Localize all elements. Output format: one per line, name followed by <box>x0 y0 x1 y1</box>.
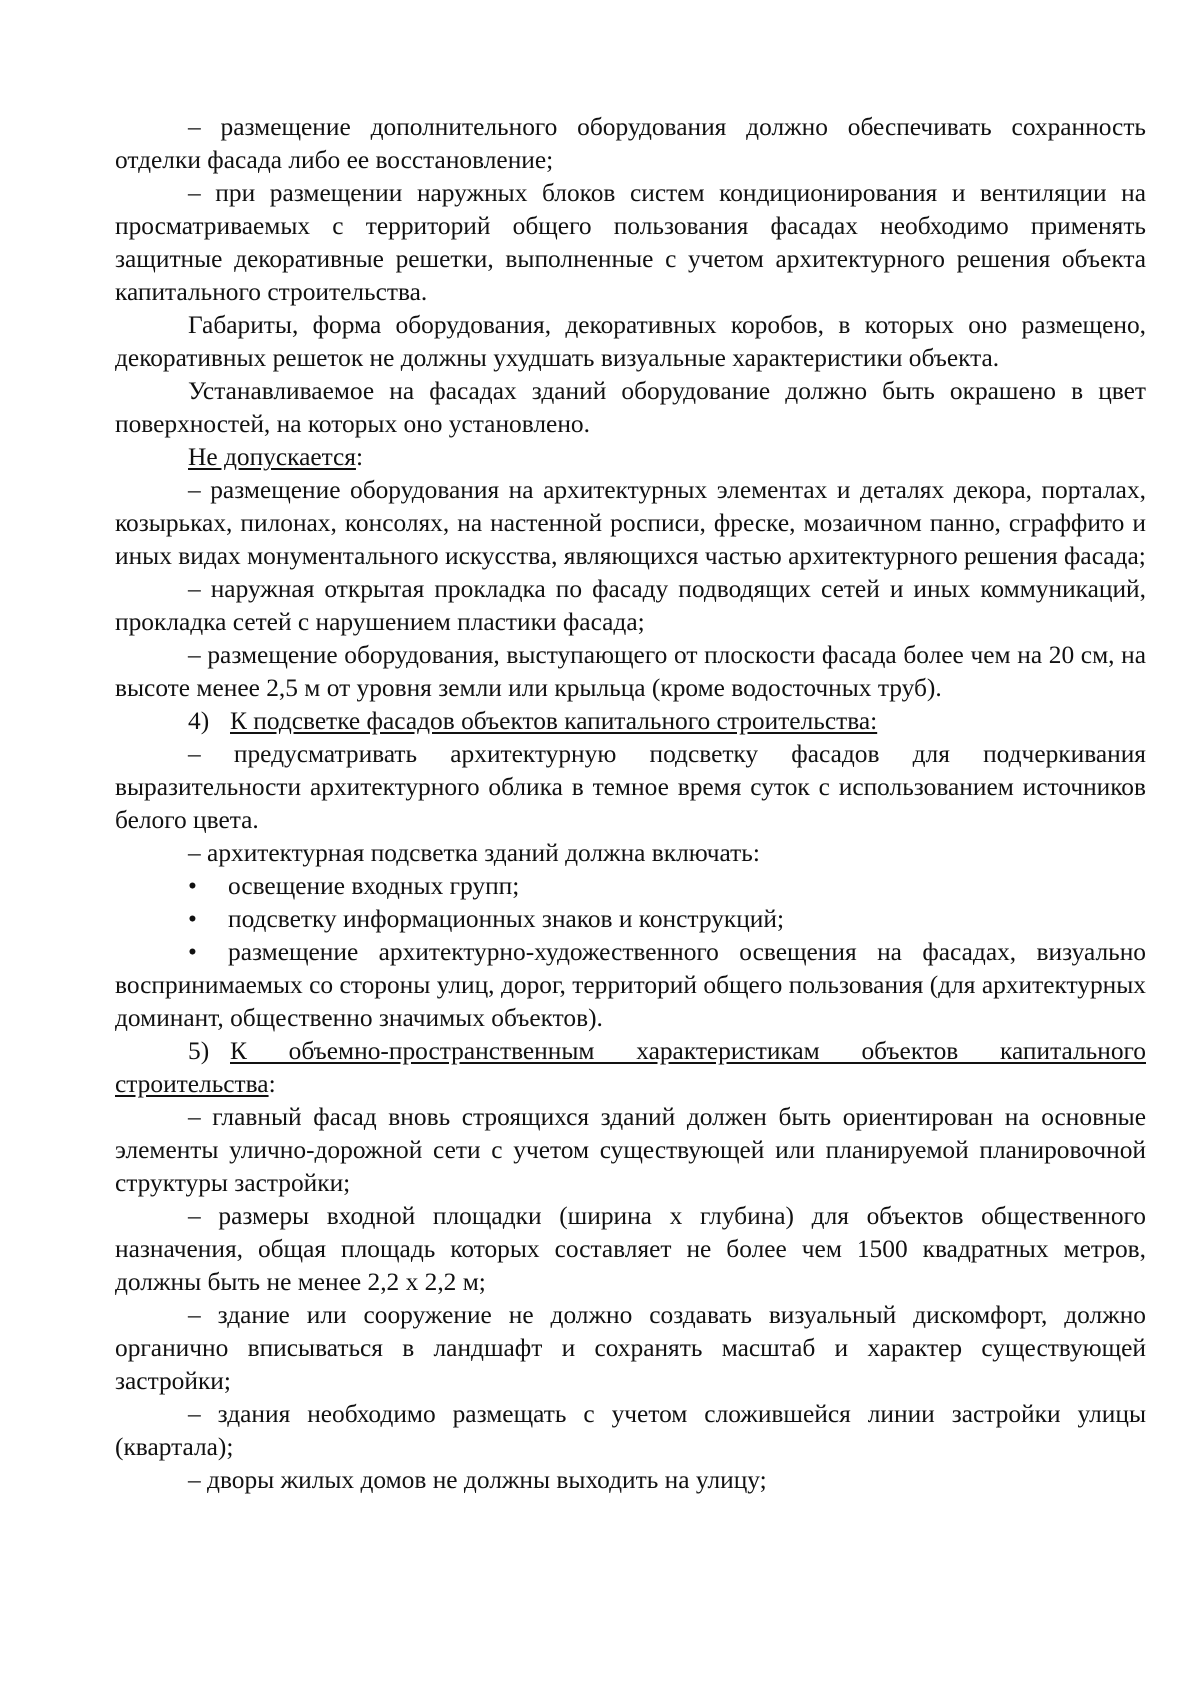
paragraph-ventilation-blocks <box>115 177 1146 309</box>
bullet-icon: • <box>188 872 197 900</box>
section-colon: : <box>268 1070 276 1098</box>
bullet-item <box>115 870 1146 903</box>
paragraph-text: – размещение оборудования на архитектурных элементах и деталях декора, порталах, козырьках, пилонах, консолях, на настенной росписи, фреске, мозаичном панно, сграффито и иных видах монументального искусства, являющихся частью архитектурного решения фасада; <box>115 476 1146 570</box>
paragraph-no-decor-placement <box>115 474 1146 573</box>
paragraph-text: – здания необходимо размещать с учетом сложившейся линии застройки улицы (квартала); <box>115 1400 1146 1461</box>
bullet-text: освещение входных групп; <box>228 872 520 900</box>
paragraph-text: Устанавливаемое на фасадах зданий оборудование должно быть окрашено в цвет поверхностей, на которых оно установлено. <box>115 377 1146 438</box>
paragraph-text: – главный фасад вновь строящихся зданий должен быть ориентирован на основные элементы улично-дорожной сети с учетом существующей или планируемой планировочной структуры застройки; <box>115 1103 1146 1197</box>
paragraph-courtyards <box>115 1464 1146 1497</box>
bullet-icon: • <box>188 938 197 966</box>
bullet-item <box>115 903 1146 936</box>
paragraph-building-line <box>115 1398 1146 1464</box>
section-number: 5) <box>188 1037 210 1065</box>
paragraph-dimensions <box>115 309 1146 375</box>
paragraph-main-facade <box>115 1101 1146 1200</box>
paragraph-text: – наружная открытая прокладка по фасаду подводящих сетей и иных коммуникаций, прокладка сетей с нарушением пластики фасада; <box>115 575 1146 636</box>
paragraph-text: Габариты, форма оборудования, декоративных коробов, в которых оно размещено, декоративных решеток не должны ухудшать визуальные характеристики объекта. <box>115 311 1146 372</box>
paragraph-text: – размещение дополнительного оборудования должно обеспечивать сохранность отделки фасада либо ее восстановление; <box>115 113 1146 174</box>
section-number: 4) <box>188 707 210 735</box>
paragraph-text: – архитектурная подсветка зданий должна включать: <box>188 839 760 867</box>
heading-not-allowed <box>115 441 1146 474</box>
document-page <box>115 111 1146 1497</box>
paragraph-lighting-includes <box>115 837 1146 870</box>
heading-colon: : <box>355 443 364 471</box>
paragraph-coloring <box>115 375 1146 441</box>
section-title: К объемно-пространственным характеристикам объектов капитального строительства <box>115 1037 1146 1098</box>
paragraph-text: – дворы жилых домов не должны выходить на улицу; <box>188 1466 767 1494</box>
paragraph-text: – размеры входной площадки (ширина х глубина) для объектов общественного назначения, общая площадь которых составляет не более чем 1500 квадратных метров, должны быть не менее 2,2 х 2,2 м; <box>115 1202 1146 1296</box>
bullet-item <box>115 936 1146 1035</box>
section-4-heading <box>115 705 1146 738</box>
paragraph-text: – здание или сооружение не должно создавать визуальный дискомфорт, должно органично вписываться в ландшафт и сохранять масштаб и характер существующей застройки; <box>115 1301 1146 1395</box>
section-title: К подсветке фасадов объектов капитального строительства: <box>230 707 878 735</box>
paragraph-equipment-finish <box>115 111 1146 177</box>
paragraph-no-protruding <box>115 639 1146 705</box>
paragraph-lighting <box>115 738 1146 837</box>
paragraph-visual-comfort <box>115 1299 1146 1398</box>
paragraph-no-open-wiring <box>115 573 1146 639</box>
bullet-text: подсветку информационных знаков и конструкций; <box>228 905 785 933</box>
paragraph-text: – предусматривать архитектурную подсветку фасадов для подчеркивания выразительности архитектурного облика в темное время суток с использованием источников белого цвета. <box>115 740 1146 834</box>
bullet-icon: • <box>188 905 197 933</box>
paragraph-text: – при размещении наружных блоков систем кондиционирования и вентиляции на просматриваемых с территорий общего пользования фасадах необходимо применять защитные декоративные решетки, выполненные с учетом архитектурного решения объекта капитального строительства. <box>115 179 1146 306</box>
bullet-text: размещение архитектурно-художественного освещения на фасадах, визуально воспринимаемых со стороны улиц, дорог, территорий общего пользования (для архитектурных доминант, общественно значимых объектов). <box>115 938 1146 1032</box>
heading-label: Не допускается <box>188 443 356 471</box>
paragraph-text: – размещение оборудования, выступающего от плоскости фасада более чем на 20 см, на высоте менее 2,5 м от уровня земли или крыльца (кроме водосточных труб). <box>115 641 1146 702</box>
paragraph-entrance-size <box>115 1200 1146 1299</box>
section-5-heading <box>115 1035 1146 1101</box>
